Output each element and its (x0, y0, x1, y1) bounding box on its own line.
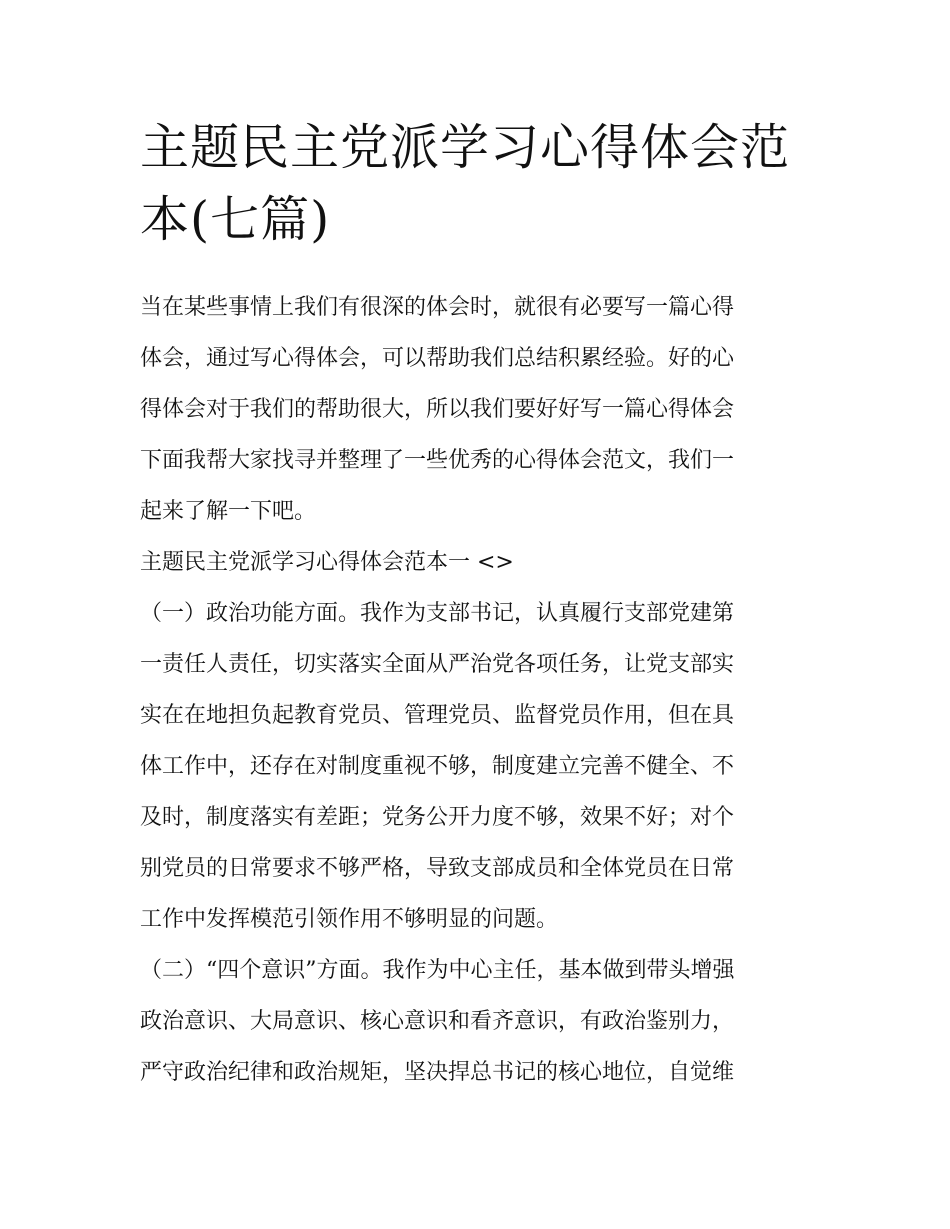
body-line: （二）“四个意识”方面。我作为中心主任，基本做到带头增强 (140, 958, 735, 983)
body-line: 得体会对于我们的帮助很大，所以我们要好好写一篇心得体会 (140, 397, 735, 422)
body-line: 一责任人责任，切实落实全面从严治党各项任务，让党支部实 (140, 652, 735, 677)
document-content (140, 112, 812, 1098)
body-line: 体工作中，还存在对制度重视不够，制度建立完善不健全、不 (140, 754, 735, 779)
body-line: 体会，通过写心得体会，可以帮助我们总结积累经验。好的心 (140, 346, 735, 371)
body-line: 政治意识、大局意识、核心意识和看齐意识，有政治鉴别力， (140, 1009, 735, 1034)
body-line: 起来了解一下吧。 (140, 499, 317, 524)
body-line: 及时，制度落实有差距；党务公开力度不够，效果不好；对个 (140, 805, 735, 830)
document-body (140, 282, 812, 1098)
body-line: 实在在地担负起教育党员、管理党员、监督党员作用，但在具 (140, 703, 735, 728)
body-line: 别党员的日常要求不够严格，导致支部成员和全体党员在日常 (140, 856, 735, 881)
body-line: （一）政治功能方面。我作为支部书记，认真履行支部党建第 (140, 601, 735, 626)
body-line: 工作中发挥模范引领作用不够明显的问题。 (140, 907, 559, 932)
document-title: 主题民主党派学习心得体会范 本(七篇) (140, 119, 791, 248)
body-line: 当在某些事情上我们有很深的体会时，就很有必要写一篇心得 (140, 295, 735, 320)
body-line: 下面我帮大家找寻并整理了一些优秀的心得体会范文，我们一 (140, 448, 735, 473)
body-line: 严守政治纪律和政治规矩，坚决捍总书记的核心地位，自觉维 (140, 1060, 735, 1085)
section-heading: 主题民主党派学习心得体会范本一 <> (140, 550, 514, 575)
